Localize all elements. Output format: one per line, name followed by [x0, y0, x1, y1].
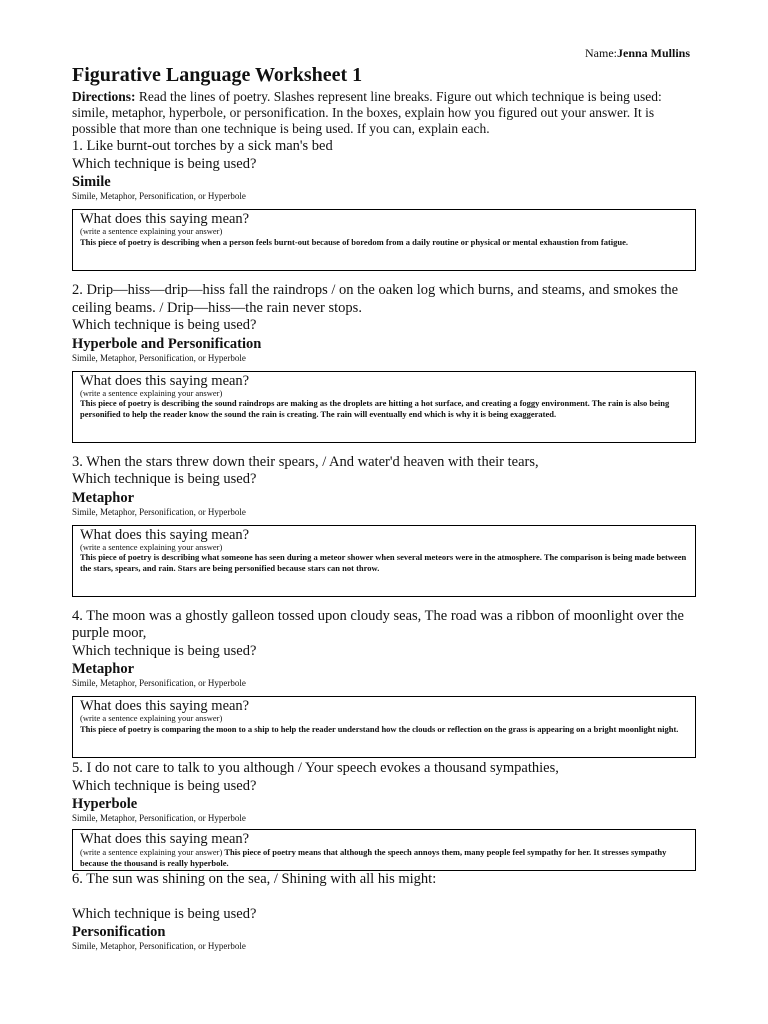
box-title: What does this saying mean?	[80, 698, 250, 714]
box-title: What does this saying mean?	[80, 526, 250, 543]
question-4	[72, 608, 696, 759]
question-prompt: Which technique is being used?	[72, 777, 257, 794]
explanation-text: This piece of poetry is describing the sound raindrops are making as the droplets are hitting a hot surface, and creating a foggy environment. The rain is also being personified to help the reader know the sound the rain is creating. The rain will eventually end which is why it is being exaggerated.	[80, 398, 670, 419]
box-hint: (write a sentence explaining your answer)	[80, 226, 223, 236]
student-name-line	[585, 46, 690, 61]
question-1	[72, 138, 696, 271]
box-hint: (write a sentence explaining your answer)	[80, 387, 223, 398]
explanation-box[interactable]	[72, 696, 696, 758]
technique-choices: Simile, Metaphor, Personification, or Hyperbole	[72, 813, 246, 823]
box-hint: (write a sentence explaining your answer)	[80, 847, 223, 857]
explanation-box[interactable]	[72, 525, 696, 597]
question-3	[72, 454, 696, 597]
explanation-text: This piece of poetry means that although the speech annoys them, many people feel sympathy for her. It stresses sympathy because the thousand is really hyperbole.	[80, 847, 667, 868]
question-text: 6. The sun was shining on the sea, / Shining with all his might:	[72, 871, 437, 887]
question-prompt: Which technique is being used?	[72, 905, 257, 922]
worksheet-content	[72, 63, 696, 951]
technique-choices: Simile, Metaphor, Personification, or Hyperbole	[72, 352, 246, 363]
box-hint: (write a sentence explaining your answer)	[80, 713, 223, 723]
technique-answer[interactable]: Hyperbole	[72, 796, 138, 812]
question-6	[72, 871, 696, 951]
box-title: What does this saying mean?	[80, 211, 250, 227]
technique-choices: Simile, Metaphor, Personification, or Hyperbole	[72, 191, 246, 201]
question-prompt: Which technique is being used?	[72, 471, 257, 487]
directions	[72, 89, 696, 137]
technique-answer[interactable]: Personification	[72, 924, 166, 940]
technique-answer[interactable]: Simile	[72, 174, 111, 190]
box-title: What does this saying mean?	[80, 372, 250, 389]
explanation-line	[80, 847, 688, 868]
question-text: 1. Like burnt-out torches by a sick man's bed	[72, 138, 333, 154]
technique-choices: Simile, Metaphor, Personification, or Hyperbole	[72, 506, 246, 517]
technique-choices: Simile, Metaphor, Personification, or Hyperbole	[72, 941, 246, 951]
explanation-box[interactable]	[72, 209, 696, 271]
question-prompt: Which technique is being used?	[72, 642, 257, 659]
technique-choices: Simile, Metaphor, Personification, or Hyperbole	[72, 678, 246, 688]
directions-label: Directions:	[72, 89, 136, 104]
explanation-text: This piece of poetry is comparing the moon to a ship to help the reader understand how the clouds or reflection on the grass is appearing on a bright moonlight night.	[80, 723, 679, 734]
question-prompt: Which technique is being used?	[72, 317, 257, 333]
question-text: 5. I do not care to talk to you although / Your speech evokes a thousand sympathies,	[72, 760, 559, 776]
technique-answer[interactable]: Metaphor	[72, 661, 135, 677]
explanation-box[interactable]	[72, 371, 696, 443]
question-text: 4. The moon was a ghostly galleon tossed upon cloudy seas, The road was a ribbon of moonlight over the purple moor,	[72, 607, 684, 641]
question-5	[72, 760, 696, 871]
explanation-text: This piece of poetry is describing what someone has seen during a meteor shower when several meteors were in the atmosphere. The comparison is being made between the stars, spears, and rain. Stars are being personified because stars can not throw.	[80, 552, 687, 573]
question-2	[72, 282, 696, 443]
technique-answer[interactable]: Hyperbole and Personification	[72, 335, 262, 352]
question-text: 3. When the stars threw down their spears, / And water'd heaven with their tears,	[72, 453, 539, 470]
explanation-text: This piece of poetry is describing when a person feels burnt-out because of boredom from a daily routine or physical or mental exhaustion from fatigue.	[80, 236, 629, 247]
question-prompt: Which technique is being used?	[72, 155, 257, 172]
box-hint: (write a sentence explaining your answer)	[80, 541, 223, 552]
student-name: Jenna Mullins	[617, 46, 691, 60]
explanation-box[interactable]	[72, 829, 696, 871]
box-title: What does this saying mean?	[80, 831, 250, 847]
name-label: Name:	[585, 46, 617, 60]
question-text: 2. Drip—hiss—drip—hiss fall the raindrops / on the oaken log which burns, and steams, and smokes the ceiling beams. / Drip—hiss—the rain never stops.	[72, 282, 679, 316]
page-title: Figurative Language Worksheet 1	[72, 64, 363, 86]
directions-text: Read the lines of poetry. Slashes represent line breaks. Figure out which technique is being used: simile, metaphor, hyperbole, or personification. In the boxes, explain how you figured out your answer. It is possible that more than one technique is being used. If you can, explain each.	[72, 89, 662, 136]
technique-answer[interactable]: Metaphor	[72, 489, 135, 506]
